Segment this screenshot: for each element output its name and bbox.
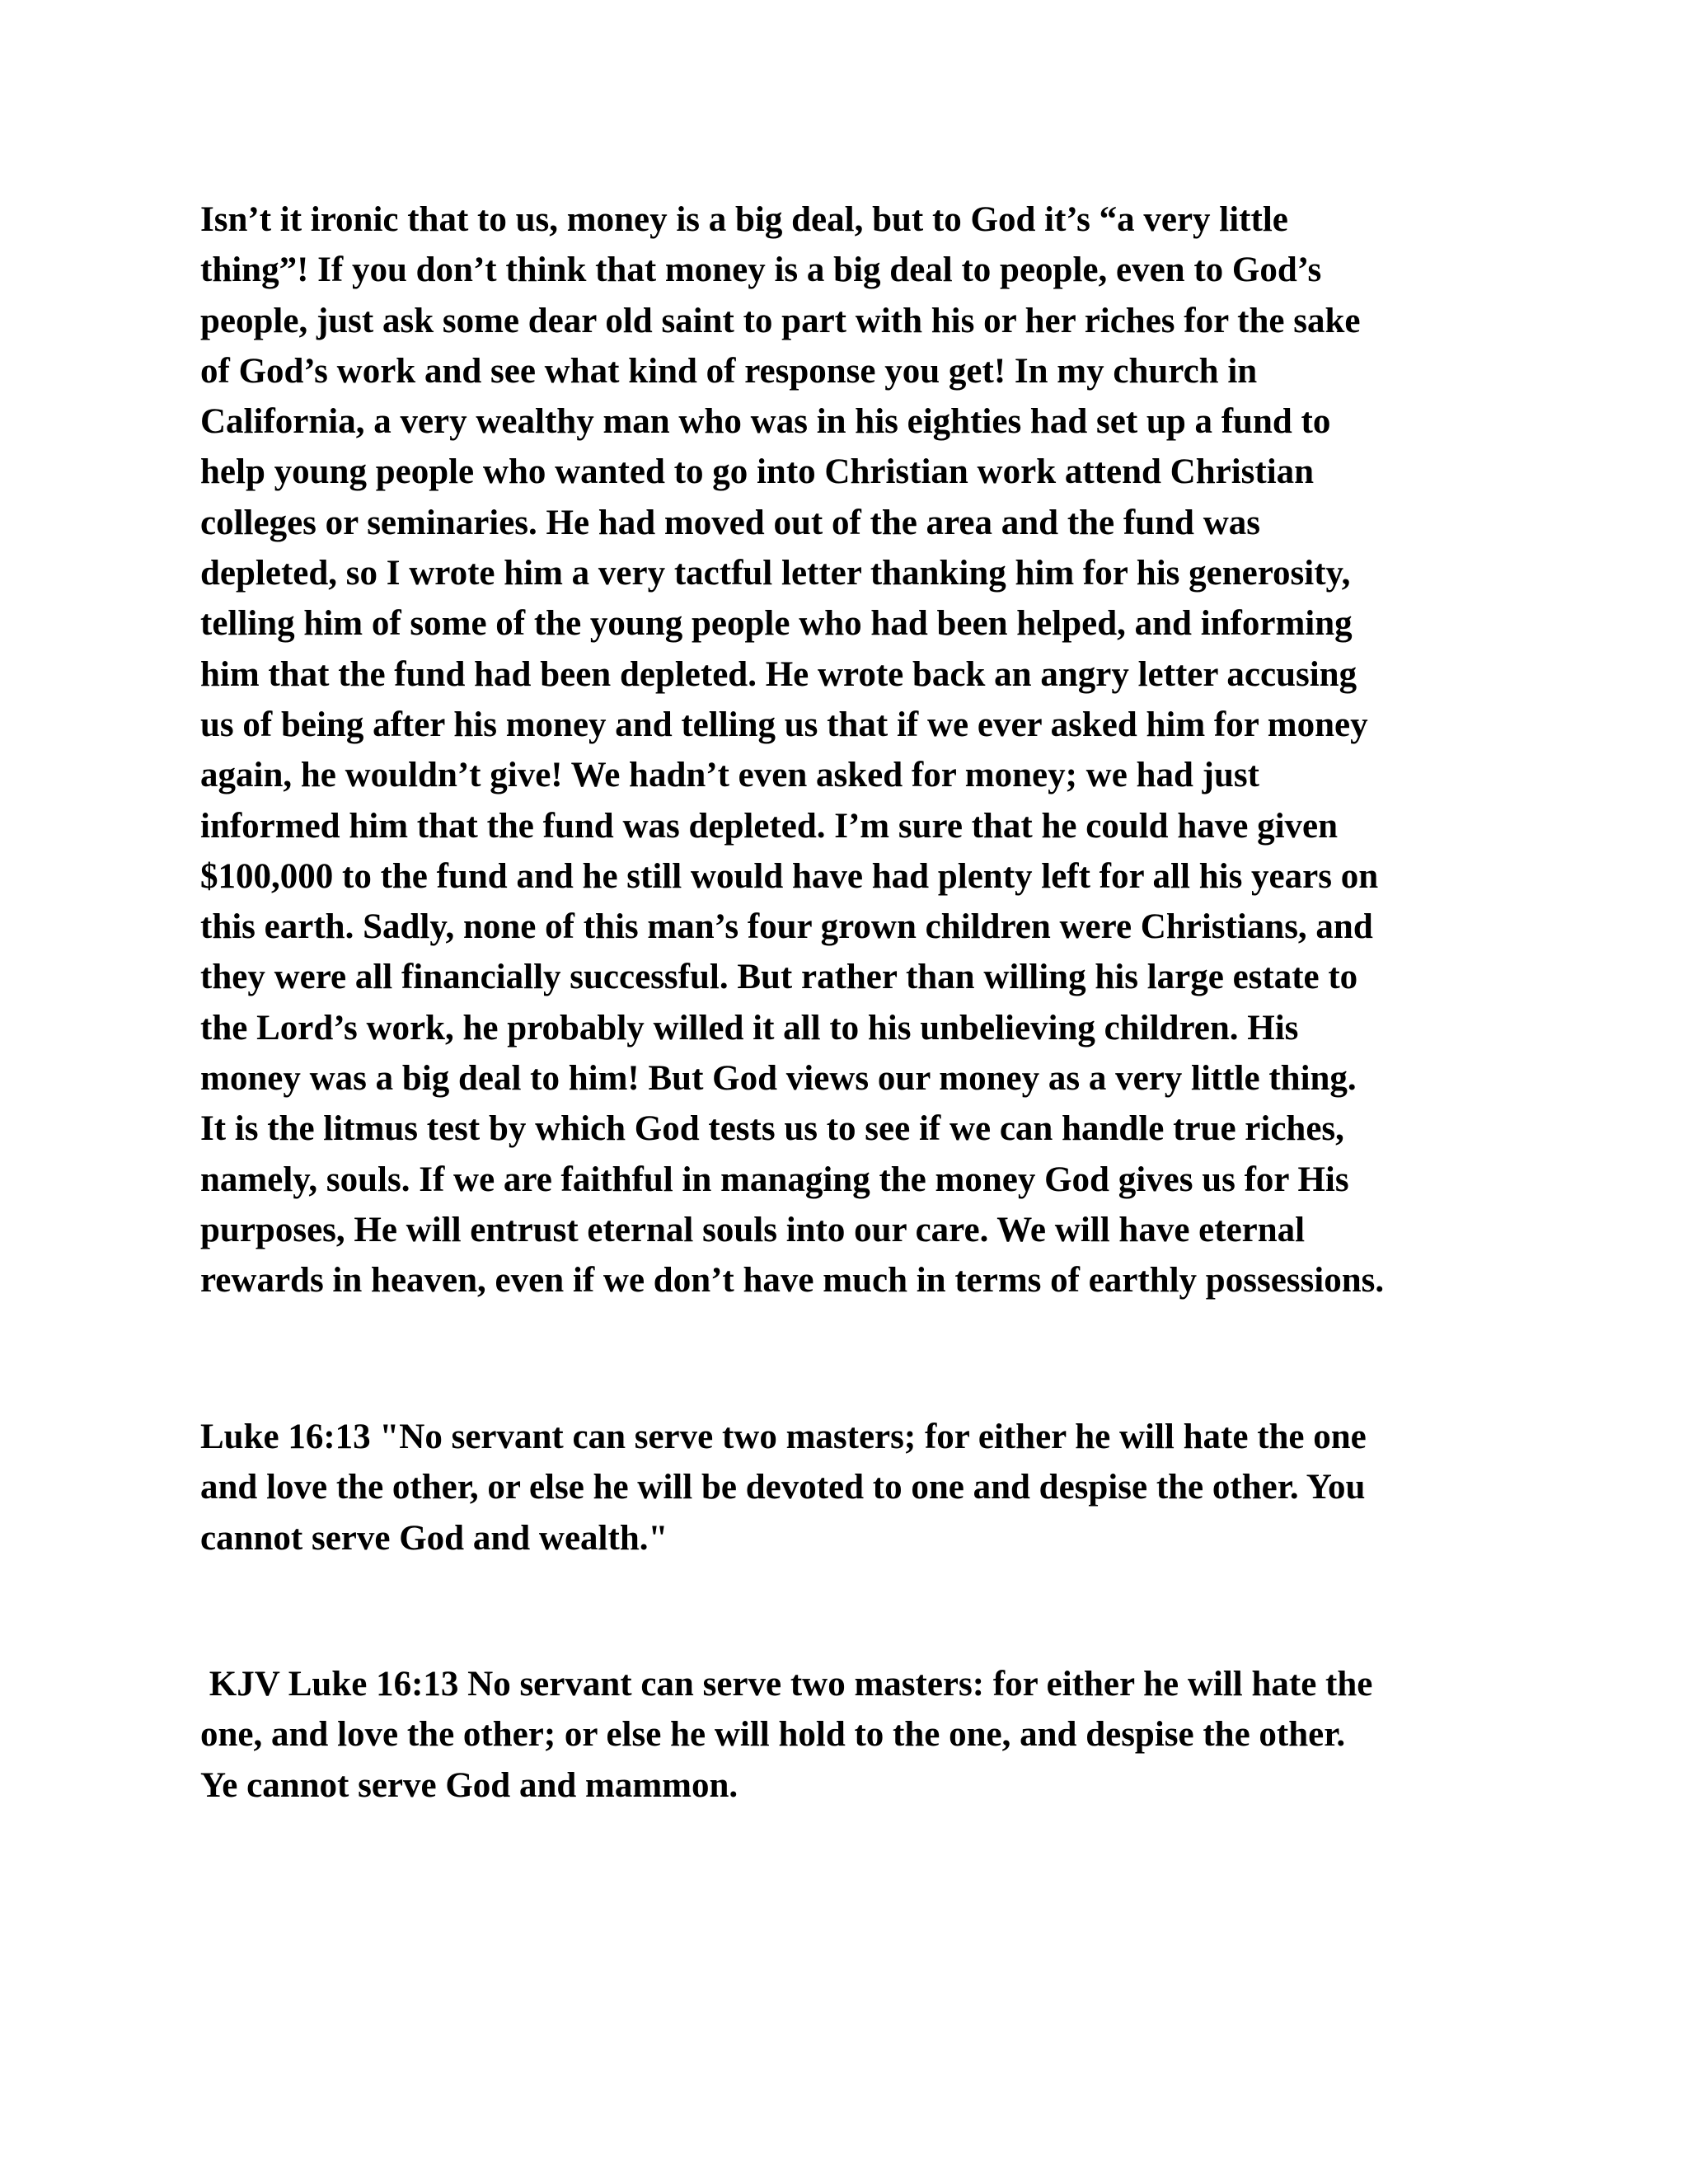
text-line: thing”! If you don’t think that money is a big deal to people, even to God’s [200,251,1322,290]
text-line: informed him that the fund was depleted. I’m sure that he could have given [200,806,1339,846]
text-line: this earth. Sadly, none of this man’s four grown children were Christians, and [200,907,1373,947]
text-line: depleted, so I wrote him a very tactful letter thanking him for his generosity, [200,554,1351,593]
text-line: they were all financially successful. But rather than willing his large estate to [200,958,1358,997]
kjv-verse-paragraph [200,1659,1486,1811]
text-line: again, he wouldn’t give! We hadn’t even asked for money; we had just [200,756,1259,795]
text-line: California, a very wealthy man who was in his eighties had set up a fund to [200,402,1331,442]
text-line: Ye cannot serve God and mammon. [200,1765,738,1805]
text-line: namely, souls. If we are faithful in managing the money God gives us for His [200,1160,1349,1199]
text-line: purposes, He will entrust eternal souls into our care. We will have eternal [200,1210,1306,1249]
text-line: telling him of some of the young people who had been helped, and informing [200,604,1353,644]
text-line: money was a big deal to him! But God views our money as a very little thing. [200,1059,1357,1099]
text-line: It is the litmus test by which God tests us to see if we can handle true riches, [200,1109,1344,1149]
text-line: and love the other, or else he will be devoted to one and despise the other. You [200,1468,1366,1507]
main-paragraph [200,194,1486,1306]
text-line: help young people who wanted to go into Christian work attend Christian [200,452,1315,492]
text-line: KJV Luke 16:13 No servant can serve two masters: for either he will hate the [200,1665,1373,1704]
text-line: him that the fund had been depleted. He wrote back an angry letter accusing [200,654,1357,694]
text-line: us of being after his money and telling us that if we ever asked him for money [200,705,1368,744]
text-line: people, just ask some dear old saint to part with his or her riches for the sake [200,301,1361,340]
text-line: rewards in heaven, even if we don’t have much in terms of earthly possessions. [200,1261,1385,1301]
luke-verse-paragraph [200,1412,1486,1563]
text-line: colleges or seminaries. He had moved out of the area and the fund was [200,503,1260,542]
text-line: one, and love the other; or else he will hold to the one, and despise the other. [200,1715,1346,1755]
text-line: the Lord’s work, he probably willed it all to his unbelieving children. His [200,1008,1299,1047]
text-line: $100,000 to the fund and he still would have had plenty left for all his years on [200,856,1379,896]
text-line: of God’s work and see what kind of response you get! In my church in [200,351,1258,391]
text-line: cannot serve God and wealth." [200,1518,668,1558]
text-line: Isn’t it ironic that to us, money is a big deal, but to God it’s “a very little [200,200,1288,239]
text-line: Luke 16:13 "No servant can serve two masters; for either he will hate the one [200,1418,1367,1456]
